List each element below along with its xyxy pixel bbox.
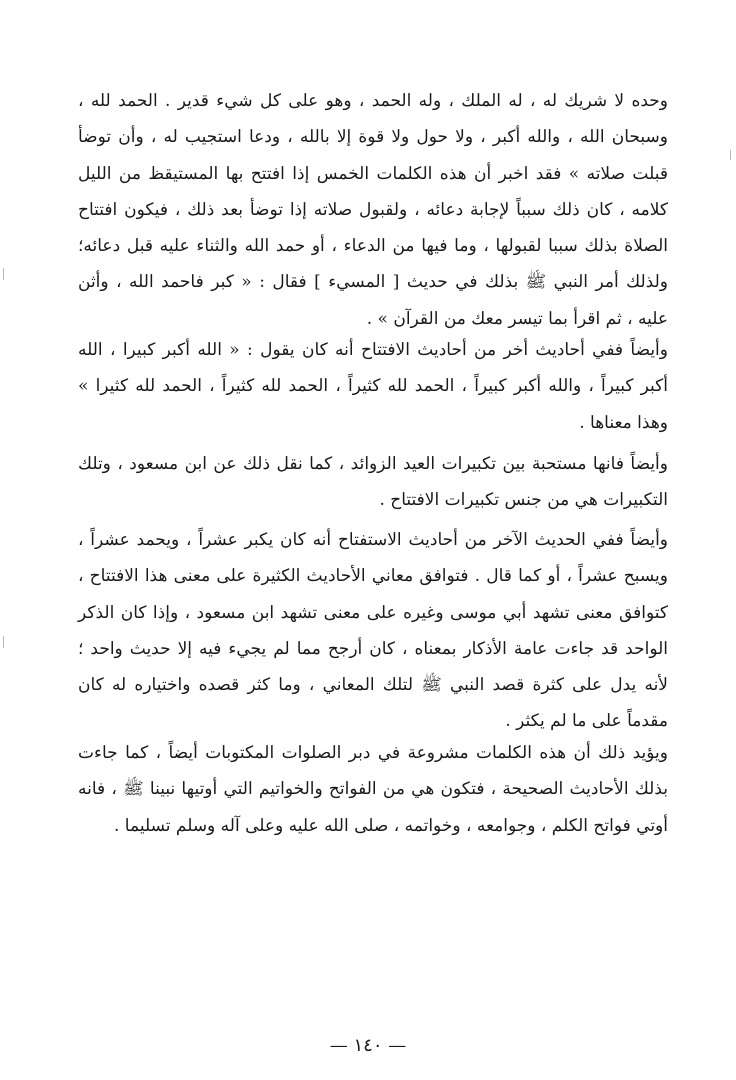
paragraph-5: ويؤيد ذلك أن هذه الكلمات مشروعة في دبر الصلوات المكتوبات أيضاً ، كما جاءت بذلك الأحاديث الصحيحة ، فتكون هي من الفواتح والخواتيم التي أوتيها نبينا ﷺ ، فانه أوتي فواتح الكلم ، وجوامعه ، وخواتمه ، صلى الله عليه وعلى آله وسلم تسليما . [78,743,668,836]
scan-edge-mark [730,150,731,160]
paragraph-3: وأيضاً فانها مستحبة بين تكبيرات العيد الزوائد ، كما نقل ذلك عن ابن مسعود ، وتلك التكبيرات هي من جنس تكبيرات الافتتاح . [78,454,668,511]
scan-edge-mark [3,636,4,648]
paragraph-4: وأيضاً ففي الحديث الآخر من أحاديث الاستفتاح أنه كان يكبر عشراً ، ويحمد عشراً ، ويسبح عشراً ، أو كما قال . فتوافق معاني الأحاديث الكثيرة على معنى هذا الافتتاح ، كتوافق معنى تشهد أبي موسى وغيره على معنى تشهد ابن مسعود ، وإذا كان الذكر الواحد قد جاءت عامة الأذكار بمعناه ، كان أرجح مما لم يجيء فيه إلا حديث واحد ؛ لأنه يدل على كثرة قصد النبي ﷺ لتلك المعاني ، وما كثر قصده واختياره له كان مقدماً على ما لم يكثر . [78,530,668,732]
page-number: — ١٤٠ — [329,1035,407,1056]
paragraph-2: وأيضاً ففي أحاديث أخر من أحاديث الافتتاح أنه كان يقول : « الله أكبر كبيرا ، الله أكبر كبيراً ، والله أكبر كبيراً ، الحمد لله كثيراً ، الحمد لله كثيراً ، الحمد لله كثيرا » وهذا معناها . [78,340,668,433]
paragraph-1: وحده لا شريك له ، له الملك ، وله الحمد ، وهو على كل شيء قدير . الحمد لله ، وسبحان الله ، والله أكبر ، ولا حول ولا قوة إلا بالله ، ودعا استجيب له ، وأن توضأ قبلت صلاته » فقد اخبر أن هذه الكلمات الخمس إذا افتتح بها المستيقظ من الليل كلامه ، كان ذلك سبباً لإجابة دعائه ، ولقبول صلاته إذا توضأ بعد ذلك ، فيكون افتتاح الصلاة بذلك سببا لقبولها ، وما فيها من الدعاء ، أو حمد الله والثناء عليه قبل دعائه؛ولذلك أمر النبي ﷺ بذلك في حديث [ المسيء ] فقال : « كبر فاحمد الله ، وأثن عليه ، ثم اقرأ بما تيسر معك من القرآن » . [78,91,668,329]
scan-edge-mark [3,268,4,280]
